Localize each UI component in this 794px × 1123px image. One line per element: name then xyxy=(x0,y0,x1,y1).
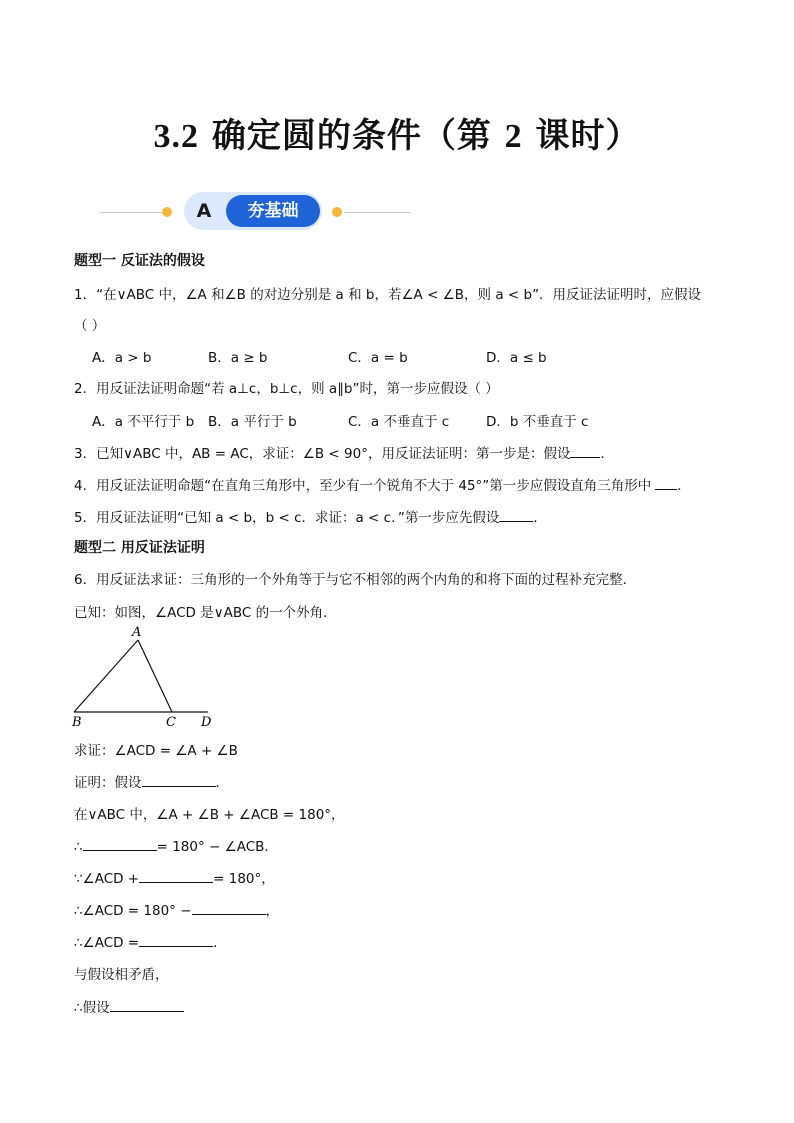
proof-blank-1 xyxy=(142,774,216,787)
proof-blank-5 xyxy=(139,934,213,947)
proof-step-assume: 证明：假设 ． xyxy=(74,775,229,791)
banner-letter: A xyxy=(196,200,212,222)
proof-blank-2 xyxy=(83,838,157,851)
proof-step-sum: 在∨ABC 中，∠A + ∠B + ∠ACB = 180°， xyxy=(74,807,345,823)
banner-dot-right xyxy=(332,207,342,217)
proof-step-contradiction: 与假设相矛盾， xyxy=(74,967,169,983)
banner-pill xyxy=(184,192,322,230)
label-d: D xyxy=(201,715,212,730)
q5-blank xyxy=(499,509,533,522)
section-heading-2: 题型二 用反证法证明 xyxy=(74,540,205,556)
proof-step-conclusion: ∴假设 xyxy=(74,996,184,1016)
proof-step-5: ∴∠ACD = 180° − ， xyxy=(74,903,280,919)
q2-option-d: D．b 不垂直于 c xyxy=(486,414,589,430)
segment-ac xyxy=(138,640,172,712)
proof-claim: 求证：∠ACD = ∠A + ∠B xyxy=(74,743,238,759)
section-banner xyxy=(100,190,410,234)
q2-option-a: A．a 不平行于 b xyxy=(92,414,195,430)
proof-blank-6 xyxy=(110,999,184,1012)
page-title: 3.2 确定圆的条件（第 2 课时） xyxy=(153,116,641,156)
banner-label: 夯基础 xyxy=(226,195,320,227)
label-b: B xyxy=(72,715,82,730)
banner-line-right xyxy=(344,212,410,213)
q1-option-a: A．a > b xyxy=(92,350,152,366)
proof-step-6: ∴∠ACD = ． xyxy=(74,935,227,951)
q5-line: 5．用反证法证明“已知 a < b，b < c．求证：a < c．”第一步应先假设 ． xyxy=(74,510,547,526)
q6-given: 已知：如图，∠ACD 是∨ABC 的一个外角． xyxy=(74,605,337,621)
q3-blank xyxy=(570,445,600,458)
q4-blank xyxy=(655,477,677,490)
q2-option-b: B．a 平行于 b xyxy=(208,414,297,430)
proof-blank-3 xyxy=(139,870,213,883)
triangle-figure xyxy=(70,622,230,734)
q1-option-b: B．a ≥ b xyxy=(208,350,268,366)
proof-blank-4 xyxy=(192,902,266,915)
q1-stem: 1．“在∨ABC 中，∠A 和∠B 的对边分别是 a 和 b，若∠A < ∠B，则 a < b”．用反证法证明时，应假设 xyxy=(74,287,702,303)
q6-stem: 6．用反证法求证：三角形的一个外角等于与它不相邻的两个内角的和将下面的过程补充完整． xyxy=(74,572,637,588)
proof-step-3: ∴ = 180° − ∠ACB． xyxy=(74,839,278,855)
proof-step-4: ∵∠ACD + = 180°， xyxy=(74,871,275,887)
q2-stem: 2．用反证法证明命题“若 a⊥c，b⊥c，则 a∥b”时，第一步应假设（ ） xyxy=(74,381,499,397)
banner-dot-left xyxy=(162,207,172,217)
label-c: C xyxy=(166,715,176,730)
segment-ab xyxy=(74,640,138,712)
label-a: A xyxy=(132,625,142,640)
q4-line: 4．用反证法证明命题“在直角三角形中，至少有一个锐角不大于 45°”第一步应假设直角三角形中 ． xyxy=(74,478,691,494)
q1-option-c: C．a = b xyxy=(348,350,408,366)
section-heading-1: 题型一 反证法的假设 xyxy=(74,253,205,269)
q2-option-c: C．a 不垂直于 c xyxy=(348,414,450,430)
q3-line: 3．已知∨ABC 中，AB = AC，求证：∠B < 90°，用反证法证明：第一步是：假设 ． xyxy=(74,446,614,462)
banner-line-left xyxy=(100,212,162,213)
q1-option-d: D．a ≤ b xyxy=(486,350,547,366)
q1-paren: （ ） xyxy=(74,318,106,334)
